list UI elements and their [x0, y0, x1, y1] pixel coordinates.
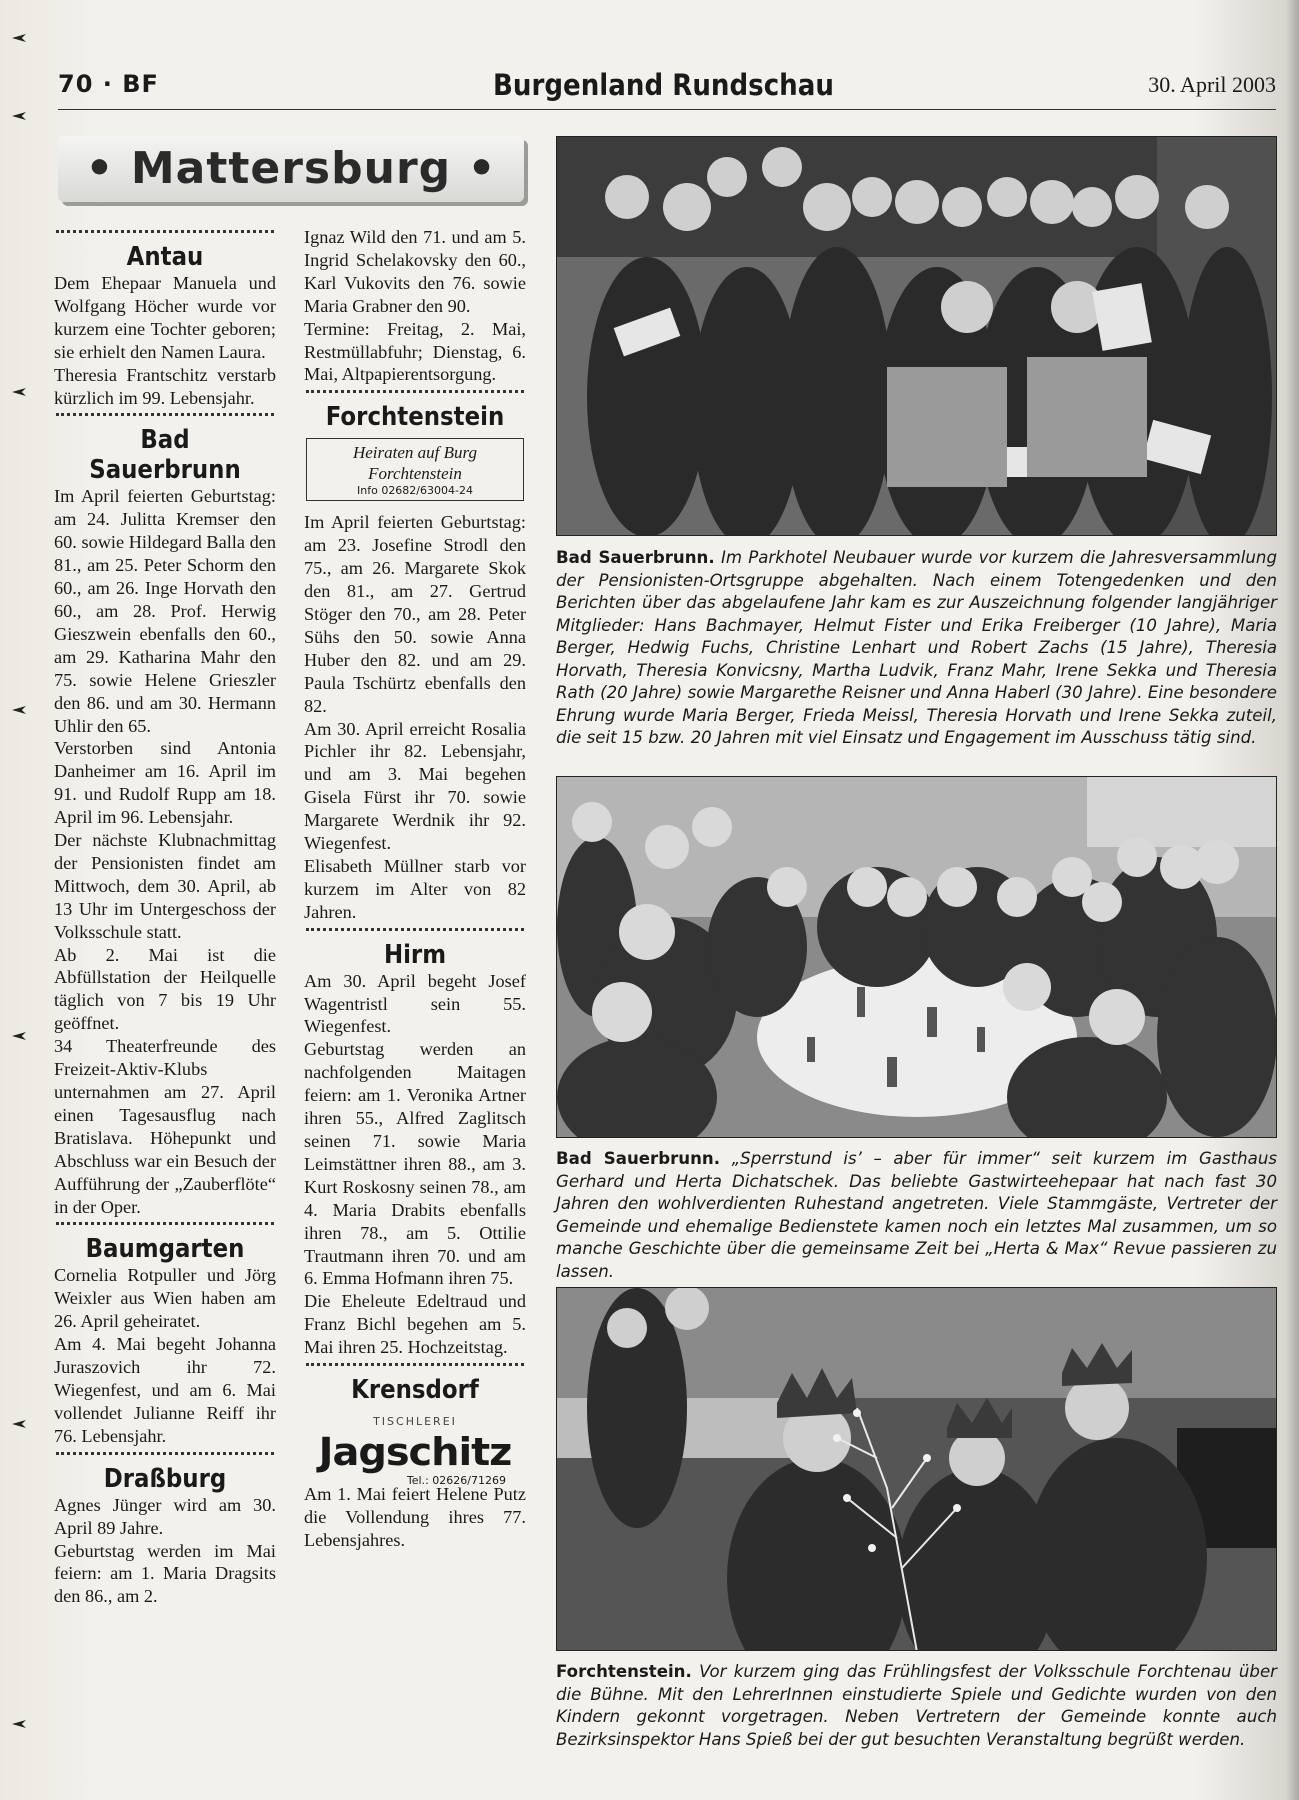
- binding-mark: [12, 1720, 26, 1728]
- binding-mark: [12, 34, 26, 42]
- news-item: Am 30. April begeht Josef Wagentristl sein 55. Wiegenfest.: [304, 970, 526, 1037]
- news-item: Agnes Jünger wird am 30. April 89 Jahre.: [54, 1494, 276, 1538]
- news-item: 34 Theaterfreunde des Freizeit-Aktiv-Klubs unternahmen am 27. April einen Tagesausflug nach Bratislava. Höhepunkt und Abschluss war ein Besuch der Aufführung der „Zauberflöte“ in der Oper.: [54, 1036, 276, 1217]
- dotted-divider: [306, 390, 524, 398]
- binding-mark: [12, 1420, 26, 1428]
- news-item: Elisabeth Müllner starb vor kurzem im Alter von 82 Jahren.: [304, 855, 526, 922]
- heading-antau: Antau: [126, 242, 204, 272]
- binding-marks: [6, 0, 36, 1800]
- logo-phone: Tel.: 02626/71269: [406, 1473, 506, 1487]
- dotted-divider: [56, 230, 274, 238]
- news-item: Im April feierten Geburtstag: am 23. Josefine Strodl den 75., am 26. Margarete Skok den 81., am 27. Gertrud Stöger den 70., am 28. Peter Sühs den 50. sowie Anna Huber den 82. und am 29. Paula Tschürtz ebenfalls den 82.: [304, 512, 526, 716]
- heading-drassburg: Draßburg: [103, 1463, 227, 1494]
- news-item: Am 4. Mai begeht Johanna Juraszovich ihr 72. Wiegenfest, und am 6. Mai vollendet Julianne Reiff ihr 76. Lebensjahr.: [54, 1334, 276, 1446]
- wedding-ad: [306, 438, 524, 501]
- news-item: Cornelia Rotpuller und Jörg Weixler aus Wien haben am 26. April geheiratet.: [54, 1265, 276, 1332]
- news-item: Im April feierten Geburtstag: am 24. Julitta Kremser den 60. sowie Hildegard Balla den 81., am 25. Peter Schorm den 60., am 26. Inge Horvath den 60., am 28. Prof. Herwig Gieszwein ebenfalls den 60., am 29. Katharina Mahr den 75. sowie Helene Grieszler den 86. und am 30. Hermann Uhlir den 65.: [54, 486, 276, 736]
- ad-line: Heiraten auf Burg: [352, 443, 478, 463]
- caption-text: „Sperrstund is’ – aber für immer“ seit kurzem im Gasthaus Gerhard und Herta Dichatschek. Das beliebte Gastwirteehepaar hat nach fast 30 Jahren den wohlverdienten Ruhestand angetreten. Viele Stammgäste, Vertreter der Gemeinde und ehemalige Bedienstete kamen noch ein letztes Mal zusammen, um so manche Geschichte über die gemeinsame Zeit bei „Herta & Max“ Revue passieren zu lassen.: [556, 1149, 1277, 1281]
- heading-baumgarten: Baumgarten: [85, 1234, 245, 1265]
- news-item: Am 1. Mai feiert Helene Putz die Vollendung ihres 77. Lebensjahres.: [304, 1484, 526, 1550]
- page-header: [58, 64, 1276, 110]
- caption-lead: Bad Sauerbrunn.: [556, 1149, 720, 1168]
- logo-subtitle: TISCHLEREI: [373, 1415, 457, 1429]
- binding-mark: [12, 706, 26, 714]
- caption-text: Im Parkhotel Neubauer wurde vor kurzem die Jahresversammlung der Pensionisten-Ortsgruppe abgehalten. Nach einem Totengedenken und den Berichten über das abgelaufene Jahr kam es zur Auszeichnung folgender langjähriger Mitglieder: Hans Bachmayer, Helmut Fister und Erika Freiberger (10 Jahre), Maria Berger, Hedwig Fuchs, Christine Lenhart und Robert Zachs (15 Jahre), Theresia Horvath, Theresia Konvicsny, Martha Ludvik, Franz Mahr, Irene Sekka und Theresia Rath (20 Jahre) sowie Margarethe Reisner und Anna Haberl (30 Jahre). Eine besondere Ehrung wurde Maria Berger, Frieda Meissl, Theresia Horvath und Irene Sekka zuteil, die seit 15 bzw. 20 Jahren mit viel Einsatz und Engagement im Ausschuss tätig sind.: [556, 548, 1277, 747]
- text-column-1: [54, 226, 276, 1608]
- caption-pensioners: [556, 547, 1277, 750]
- caption-lead: Forchtenstein.: [556, 1662, 692, 1681]
- caption-restaurant: [556, 1148, 1277, 1283]
- photo-pensioners-group: [556, 136, 1277, 536]
- news-item: Am 30. April erreicht Rosalia Pichler ihr 82. Lebensjahr, und am 3. Mai begehen Gisela Fürst ihr 70. sowie Margarete Werdnik ihr 92. Wiegenfest.: [304, 718, 526, 854]
- dotted-divider: [56, 1452, 274, 1460]
- news-item: Termine: Freitag, 2. Mai, Restmüllabfuhr; Dienstag, 6. Mai, Altpapierentsorgung.: [304, 318, 526, 385]
- newspaper-title: Burgenland Rundschau: [493, 68, 834, 102]
- heading-hirm: Hirm: [383, 939, 447, 970]
- issue-date: 30. April 2003: [1148, 72, 1276, 97]
- dotted-divider: [56, 413, 274, 421]
- binding-mark: [12, 112, 26, 120]
- news-item: Geburtstag werden im Mai feiern: am 1. Maria Dragsits den 86., am 2.: [54, 1540, 276, 1607]
- text-column-2: [304, 226, 526, 1552]
- ad-line: Forchtenstein: [368, 464, 462, 484]
- heading-bad-sauerbrunn: Bad Sauerbrunn: [89, 425, 241, 486]
- caption-lead: Bad Sauerbrunn.: [556, 548, 715, 567]
- photo-school-festival: [556, 1287, 1277, 1651]
- news-item: Die Eheleute Edeltraud und Franz Bichl begehen am 5. Mai ihren 25. Hochzeitstag.: [304, 1291, 526, 1358]
- news-item: Geburtstag werden an nachfolgenden Maitagen feiern: am 1. Veronika Artner ihren 55., Alfred Zaglitsch seinen 71. sowie Maria Leimstättner ihren 88., am 3. Kurt Roskosny seinen 78., am 4. Maria Drabits ebenfalls ihren 78., am 5. Ottilie Trautmann ihren 70. und am 6. Emma Hofmann ihren 75.: [304, 1039, 526, 1289]
- ad-phone: Info 02682/63004-24: [357, 484, 473, 498]
- heading-forchtenstein: Forchtenstein: [325, 402, 505, 433]
- news-item: Ignaz Wild den 71. und am 5. Ingrid Schelakovsky den 60., Karl Vukovits den 76. sowie Maria Grabner den 90.: [304, 227, 526, 316]
- news-item: Ab 2. Mai ist die Abfüllstation der Heilquelle täglich von 7 bis 19 Uhr geöffnet.: [54, 944, 276, 1034]
- section-title: • Mattersburg •: [58, 136, 524, 202]
- dotted-divider: [306, 1363, 524, 1371]
- logo-wordmark: Jagschitz: [318, 1429, 512, 1474]
- dotted-divider: [306, 928, 524, 936]
- photo-image: [557, 1288, 1277, 1651]
- heading-krensdorf: Krensdorf: [351, 1375, 479, 1406]
- page-number: 70 · BF: [58, 70, 159, 98]
- photo-restaurant-table: [556, 776, 1277, 1138]
- jagschitz-logo: [304, 1411, 526, 1487]
- binding-mark: [12, 1032, 26, 1040]
- news-item: Theresia Frantschitz verstarb kürzlich im 99. Lebensjahr.: [54, 364, 276, 408]
- news-item: Dem Ehepaar Manuela und Wolfgang Höcher wurde vor kurzem eine Tochter geboren; sie erhielt den Namen Laura.: [54, 273, 276, 362]
- dotted-divider: [56, 1222, 274, 1230]
- news-item: Der nächste Klubnachmittag der Pensionisten findet am Mittwoch, dem 30. April, ab 13 Uhr im Untergeschoss der Volksschule statt.: [54, 830, 276, 942]
- photo-image: [557, 777, 1277, 1138]
- caption-school-festival: [556, 1661, 1277, 1751]
- photo-image: [557, 137, 1277, 536]
- caption-text: Vor kurzem ging das Frühlingsfest der Volksschule Forchtenau über die Bühne. Mit den LehrerInnen einstudierte Spiele und Gedichte wurden von den Kindern gekonnt vorgetragen. Neben Vertretern der Gemeinde konnte auch Bezirksinspektor Hans Spieß bei der gut besuchten Veranstaltung begrüßt werden.: [556, 1662, 1277, 1749]
- binding-mark: [12, 388, 26, 396]
- news-item: Verstorben sind Antonia Danheimer am 16. April im 91. und Rudolf Rupp am 18. April im 96. Lebensjahr.: [54, 738, 276, 828]
